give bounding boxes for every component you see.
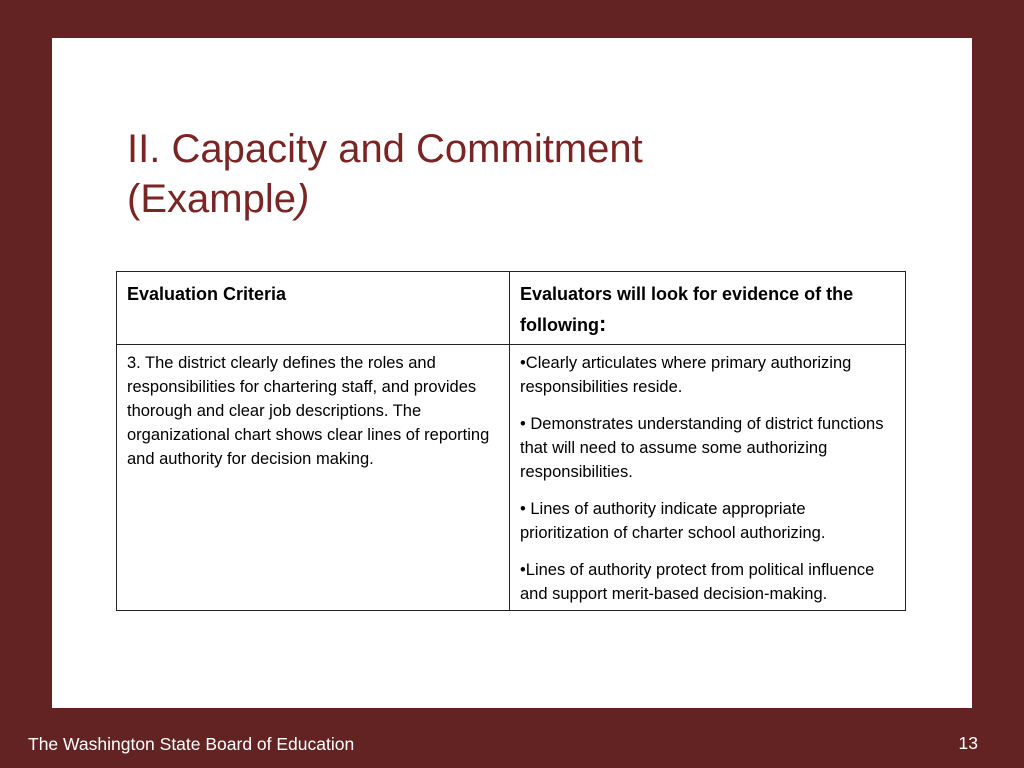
criterion-text: 3. The district clearly defines the roles and responsibilities for chartering staff, and provides thorough and clear job descriptions. The organizational chart shows clear lines of reporting and authority for decision making. [127, 354, 490, 468]
table-row [117, 345, 906, 611]
page-number: 13 [958, 733, 978, 753]
evidence-item: • Demonstrates understanding of district functions that will need to assume some authorizing responsibilities. [520, 415, 884, 481]
evaluation-table [116, 271, 906, 611]
header-evidence [510, 272, 906, 345]
criterion-cell [117, 345, 510, 611]
evidence-cell [510, 345, 906, 611]
evidence-item: • Lines of authority indicate appropriate prioritization of charter school authorizing. [520, 500, 826, 542]
slide-title-main: II. Capacity and Commitment [127, 127, 643, 171]
evidence-item: •Lines of authority protect from political influence and support merit-based decision-making. [520, 561, 875, 603]
slide-title-paren-close: ) [295, 177, 310, 221]
header-evidence-label: Evaluators will look for evidence of the following [520, 284, 854, 335]
header-evaluation-criteria [117, 272, 510, 345]
table-header-row [117, 272, 906, 345]
header-evidence-colon: : [598, 311, 607, 336]
slide-title [127, 124, 887, 224]
footer-organization: The Washington State Board of Education [28, 734, 355, 754]
evidence-item: •Clearly articulates where primary authorizing responsibilities reside. [520, 354, 852, 396]
header-criteria-label: Evaluation Criteria [127, 284, 287, 304]
slide-title-paren-open: (Example [127, 177, 296, 221]
